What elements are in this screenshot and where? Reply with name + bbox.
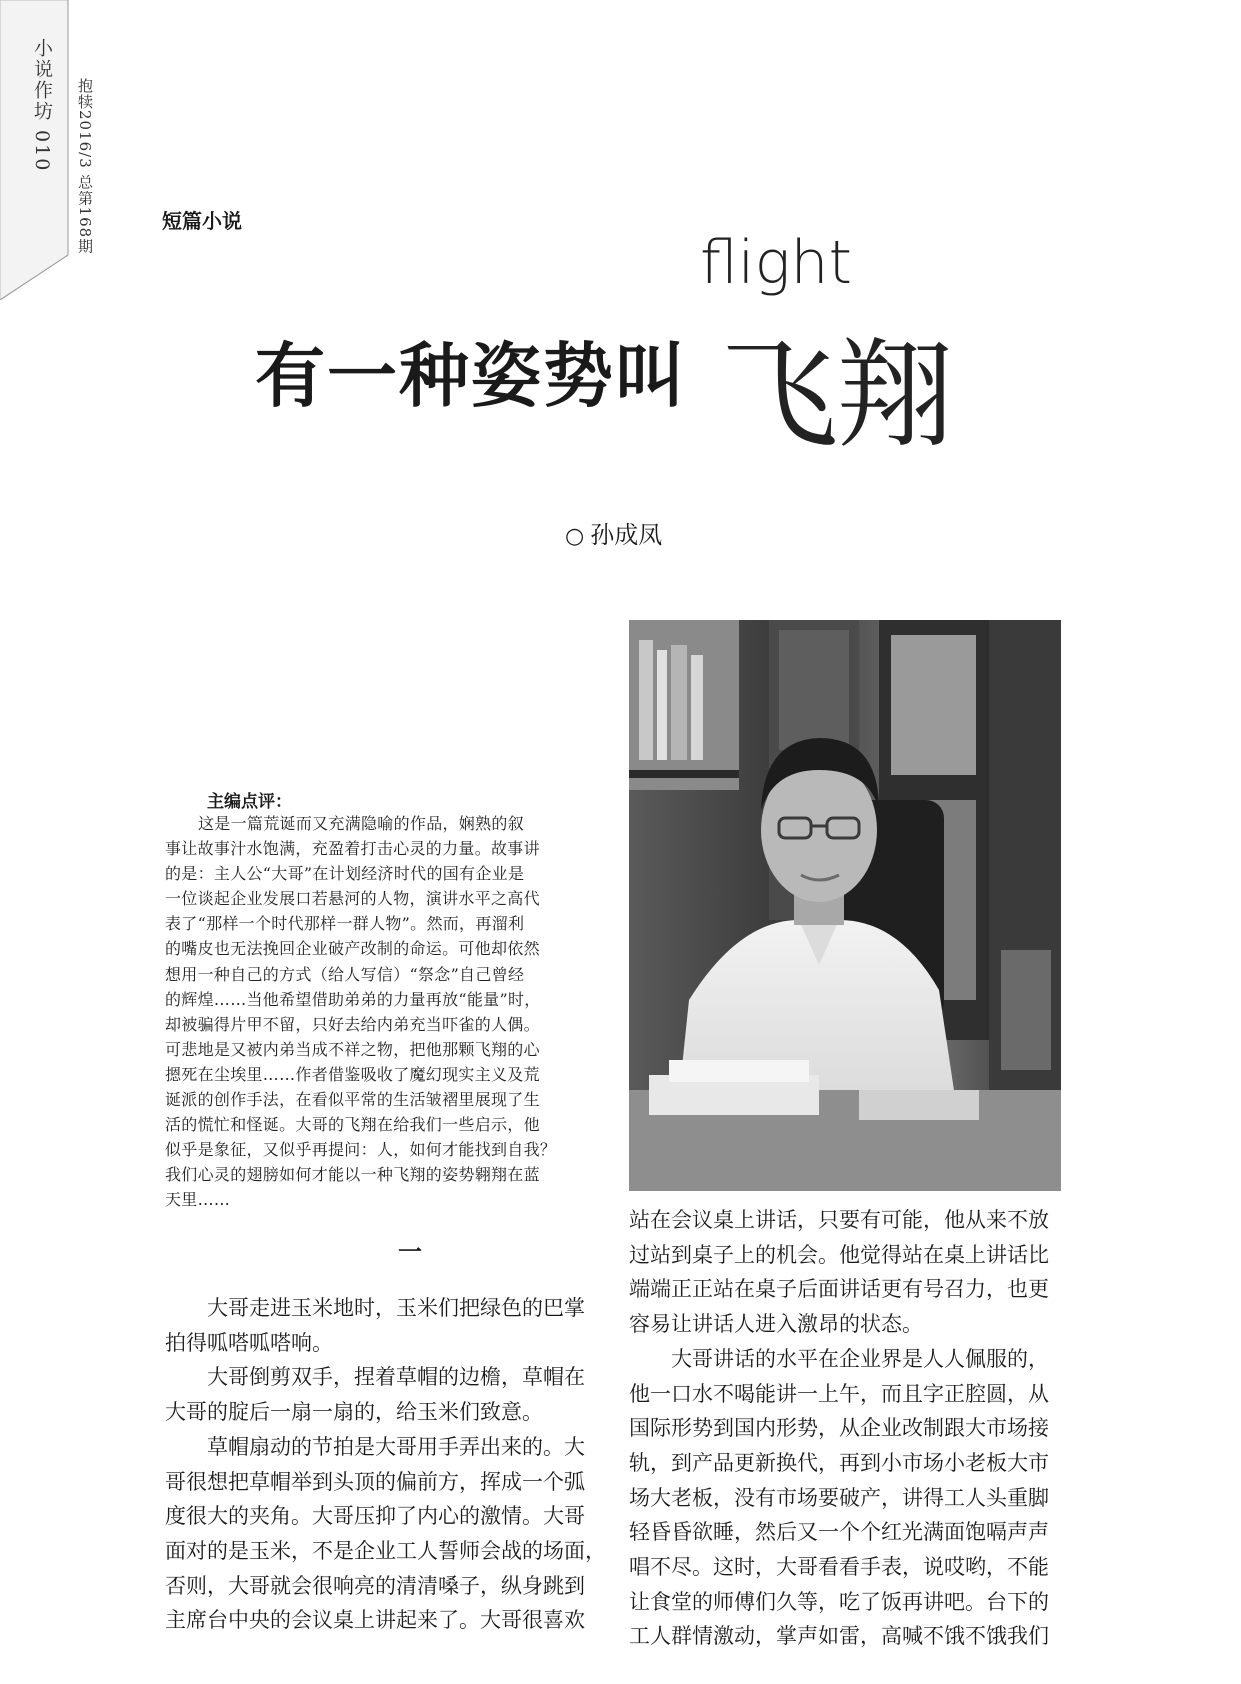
genre-label: 短篇小说 [162, 209, 242, 233]
review-line: 事让故事汁水饱满，充盈着打击心灵的力量。故事讲 [165, 839, 540, 859]
body-line: 大哥的腚后一扇一扇的，给玉米们致意。 [165, 1400, 543, 1425]
body-line: 他一口水不喝能讲一上午，而且字正腔圆，从 [629, 1381, 1049, 1406]
body-line: 工人群情激动，掌声如雷，高喊不饿不饿我们 [629, 1624, 1049, 1649]
review-heading: 主编点评： [207, 792, 292, 812]
title-highlight: 飞翔 [720, 326, 953, 464]
review-line: 一位谈起企业发展口若悬河的人物，演讲水平之高代 [165, 889, 540, 909]
body-line: 大哥讲话的水平在企业界是人人佩服的， [671, 1346, 1049, 1371]
body-line: 哥很想把草帽举到头顶的偏前方，挥成一个弧 [165, 1469, 585, 1494]
author-mark: ○ [565, 524, 585, 549]
body-line: 容易让讲话人进入激昂的状态。 [629, 1312, 923, 1337]
review-line: 似乎是象征，又似乎再提问：人，如何才能找到自我？ [165, 1140, 557, 1160]
review-line: 的嘴皮也无法挽回企业破产改制的命运。可他却依然 [165, 939, 540, 959]
review-line: 摁死在尘埃里……作者借鉴吸收了魔幻现实主义及荒 [165, 1064, 540, 1084]
title-english: flight [700, 228, 853, 298]
body-line: 轻昏昏欲睡，然后又一个个红光满面饱嗝声声 [629, 1520, 1049, 1545]
review-line: 的辉煌……当他希望借助弟弟的力量再放“能量”时， [165, 989, 541, 1009]
body-line: 唱不尽。这时，大哥看看手表，说哎哟，不能 [629, 1555, 1049, 1580]
body-line: 主席台中央的会议桌上讲起来了。大哥很喜欢 [165, 1608, 585, 1633]
review-line: 想用一种自己的方式（给人写信）“祭念”自己曾经 [165, 964, 525, 984]
title-chinese: 有一种姿势叫 [255, 335, 687, 417]
body-line: 否则，大哥就会很响亮的清清嗓子，纵身跳到 [165, 1573, 585, 1598]
body-column-right [629, 1203, 1062, 1654]
body-line: 过站到桌子上的机会。他觉得站在桌上讲话比 [629, 1242, 1049, 1267]
body-line: 面对的是玉米，不是企业工人誓师会战的场面， [165, 1538, 606, 1563]
review-line: 诞派的创作手法，在看似平常的生活皱褶里展现了生 [165, 1090, 540, 1110]
review-line: 却被骗得片甲不留，只好去给内弟充当吓雀的人偶。 [165, 1014, 540, 1034]
body-line: 让食堂的师傅们久等，吃了饭再讲吧。台下的 [629, 1589, 1049, 1614]
review-line: 可悲地是又被内弟当成不祥之物，把他那颗飞翔的心 [165, 1039, 540, 1059]
author-line [565, 515, 662, 550]
review-line: 我们心灵的翅膀如何才能以一种飞翔的姿势翱翔在蓝 [165, 1165, 540, 1185]
body-line: 草帽扇动的节拍是大哥用手弄出来的。大 [207, 1434, 585, 1459]
body-line: 拍得呱嗒呱嗒响。 [165, 1330, 333, 1355]
review-line: 这是一篇荒诞而又充满隐喻的作品，娴熟的叙 [198, 814, 525, 833]
author-name: 孙成凤 [590, 521, 663, 549]
body-line: 大哥倒剪双手，捏着草帽的边檐，草帽在 [207, 1365, 585, 1390]
body-line: 站在会议桌上讲话，只要有可能，他从来不放 [629, 1208, 1049, 1232]
review-line: 天里…… [165, 1190, 231, 1210]
author-photo [629, 620, 1061, 1191]
review-body [165, 811, 598, 1213]
body-line: 轨，到产品更新换代，再到小市场小老板大市 [629, 1450, 1049, 1475]
review-line: 表了“那样一个时代那样一群人物”。然而，再溜利 [165, 914, 525, 934]
review-line: 的是：主人公“大哥”在计划经济时代的国有企业是 [165, 864, 525, 884]
body-line: 度很大的夹角。大哥压抑了内心的激情。大哥 [165, 1504, 585, 1529]
body-column-left [165, 1291, 606, 1638]
review-line: 活的慌忙和怪诞。大哥的飞翔在给我们一些启示，他 [165, 1115, 540, 1135]
body-line: 大哥走进玉米地时，玉米们把绿色的巴掌 [207, 1296, 585, 1320]
section-number: 一 [398, 1237, 422, 1266]
body-line: 场大老板，没有市场要破产，讲得工人头重脚 [629, 1485, 1049, 1510]
section-label: 小说作坊 010 [31, 38, 53, 173]
issue-label: 抱犊2016/3 总第168期 [76, 78, 94, 255]
body-line: 端端正正站在桌子后面讲话更有号召力，也更 [629, 1277, 1049, 1302]
body-line: 国际形势到国内形势，从企业改制跟大市场接 [629, 1416, 1049, 1441]
